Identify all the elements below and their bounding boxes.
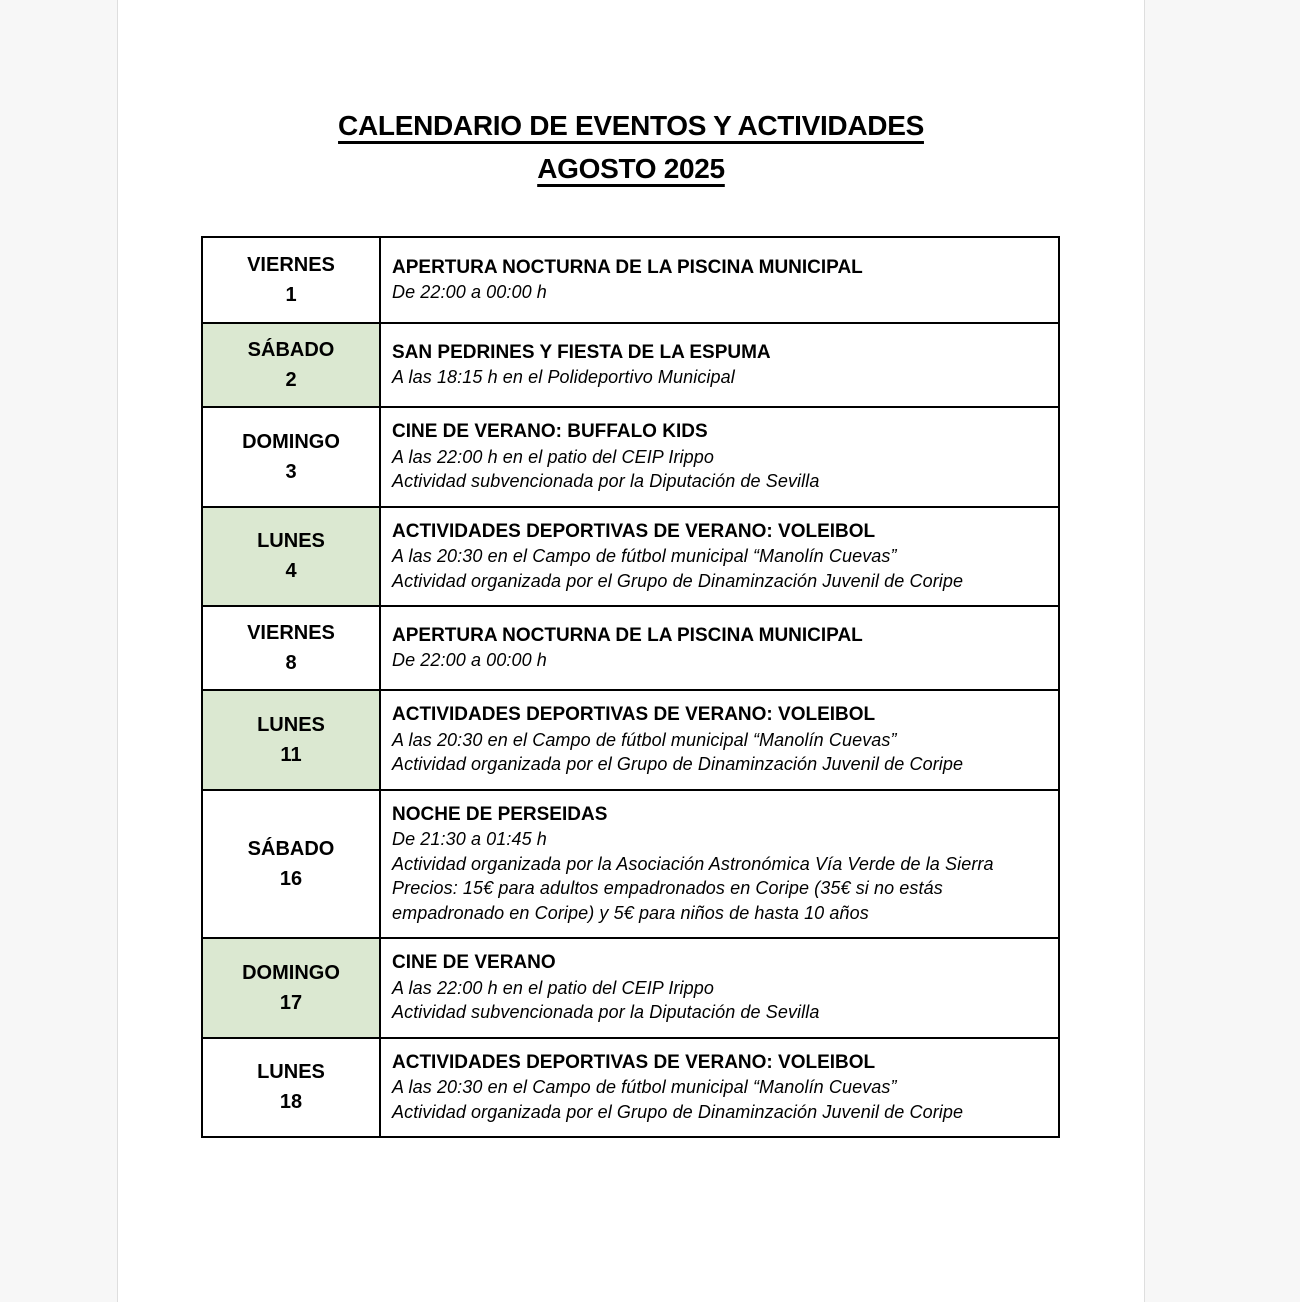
event-detail-line: A las 20:30 en el Campo de fútbol municipal “Manolín Cuevas” (392, 729, 897, 750)
event-title: ACTIVIDADES DEPORTIVAS DE VERANO: VOLEIBOL (392, 704, 876, 725)
event-row (203, 689, 1058, 789)
event-cell (381, 1039, 1058, 1137)
event-detail-line: Actividad subvencionada por la Diputación de Sevilla (392, 471, 820, 491)
day-number: 8 (285, 652, 297, 674)
day-cell (203, 238, 381, 322)
event-detail-line: Precios: 15€ para adultos empadronados en Coripe (35€ si no estás (392, 878, 943, 898)
event-cell (381, 791, 1058, 938)
day-number: 17 (279, 991, 303, 1014)
day-cell (203, 508, 381, 606)
day-name: DOMINGO (242, 961, 340, 984)
event-details (392, 365, 1044, 390)
day-name: VIERNES (247, 622, 335, 644)
event-detail-line: A las 22:00 h en el patio del CEIP Irippo (392, 446, 714, 467)
day-name: LUNES (257, 713, 325, 736)
event-details (392, 648, 1044, 673)
events-table (201, 236, 1060, 1138)
event-row (203, 506, 1058, 606)
event-row (203, 406, 1058, 506)
day-cell (203, 607, 381, 689)
event-detail-line: A las 20:30 en el Campo de fútbol municipal “Manolín Cuevas” (392, 1077, 897, 1097)
event-row (203, 238, 1058, 322)
event-cell (381, 324, 1058, 406)
event-row (203, 605, 1058, 689)
event-title: ACTIVIDADES DEPORTIVAS DE VERANO: VOLEIBOL (392, 520, 876, 542)
day-cell (203, 408, 381, 506)
event-detail-line: Actividad organizada por la Asociación Astronómica Vía Verde de la Sierra (392, 853, 994, 874)
event-detail-line: A las 22:00 h en el patio del CEIP Irippo (392, 977, 714, 998)
event-detail-line: De 21:30 a 01:45 h (392, 829, 547, 849)
day-name: DOMINGO (242, 430, 340, 453)
event-row (203, 789, 1058, 938)
event-detail-line: De 22:00 a 00:00 h (392, 650, 547, 670)
event-detail-line: Actividad subvencionada por la Diputación de Sevilla (392, 1002, 820, 1022)
day-number: 3 (285, 460, 297, 483)
event-row (203, 322, 1058, 406)
event-detail-line: Actividad organizada por el Grupo de Dinaminzación Juvenil de Coripe (392, 570, 964, 591)
event-details (392, 280, 1044, 305)
day-number: 1 (285, 284, 297, 306)
event-title: CINE DE VERANO: BUFFALO KIDS (392, 421, 708, 442)
event-detail-line: Actividad organizada por el Grupo de Dinaminzación Juvenil de Coripe (392, 1101, 964, 1122)
event-title: CINE DE VERANO (392, 952, 556, 973)
event-cell (381, 607, 1058, 689)
day-number: 2 (285, 369, 297, 391)
event-details (392, 1075, 1044, 1124)
day-name: LUNES (257, 530, 325, 553)
event-detail-line: Actividad organizada por el Grupo de Dinaminzación Juvenil de Coripe (392, 754, 964, 774)
day-number: 4 (285, 560, 297, 583)
event-title: SAN PEDRINES Y FIESTA DE LA ESPUMA (392, 341, 771, 363)
day-number: 11 (280, 743, 302, 766)
event-details (392, 827, 1044, 925)
day-name: SÁBADO (247, 339, 335, 361)
day-name: LUNES (257, 1061, 325, 1084)
title-line-1: CALENDARIO DE EVENTOS Y ACTIVIDADES (338, 110, 924, 141)
event-detail-line: A las 20:30 en el Campo de fútbol municipal “Manolín Cuevas” (392, 546, 897, 566)
event-details (392, 544, 1044, 593)
event-cell (381, 408, 1058, 506)
document-title (118, 104, 1144, 190)
event-cell (381, 691, 1058, 789)
event-detail-line: A las 18:15 h en el Polideportivo Municipal (392, 367, 735, 387)
event-cell (381, 238, 1058, 322)
event-details (392, 976, 1044, 1025)
day-cell (203, 324, 381, 406)
day-name: VIERNES (247, 254, 335, 276)
event-details (392, 445, 1044, 494)
day-cell (203, 791, 381, 938)
event-row (203, 937, 1058, 1037)
event-cell (381, 508, 1058, 606)
document-page (117, 0, 1145, 1302)
title-line-2: AGOSTO 2025 (537, 153, 725, 184)
event-row (203, 1037, 1058, 1137)
event-title: NOCHE DE PERSEIDAS (392, 803, 608, 825)
event-cell (381, 939, 1058, 1037)
event-detail-line: empadronado en Coripe) y 5€ para niños de hasta 10 años (392, 902, 869, 923)
day-number: 16 (279, 867, 303, 890)
event-detail-line: De 22:00 a 00:00 h (392, 282, 547, 302)
event-details (392, 728, 1044, 777)
event-title: APERTURA NOCTURNA DE LA PISCINA MUNICIPAL (392, 624, 863, 646)
event-title: APERTURA NOCTURNA DE LA PISCINA MUNICIPAL (392, 256, 863, 278)
day-cell (203, 1039, 381, 1137)
event-title: ACTIVIDADES DEPORTIVAS DE VERANO: VOLEIBOL (392, 1051, 876, 1073)
day-number: 18 (279, 1091, 303, 1114)
day-cell (203, 939, 381, 1037)
day-name: SÁBADO (247, 837, 335, 860)
day-cell (203, 691, 381, 789)
